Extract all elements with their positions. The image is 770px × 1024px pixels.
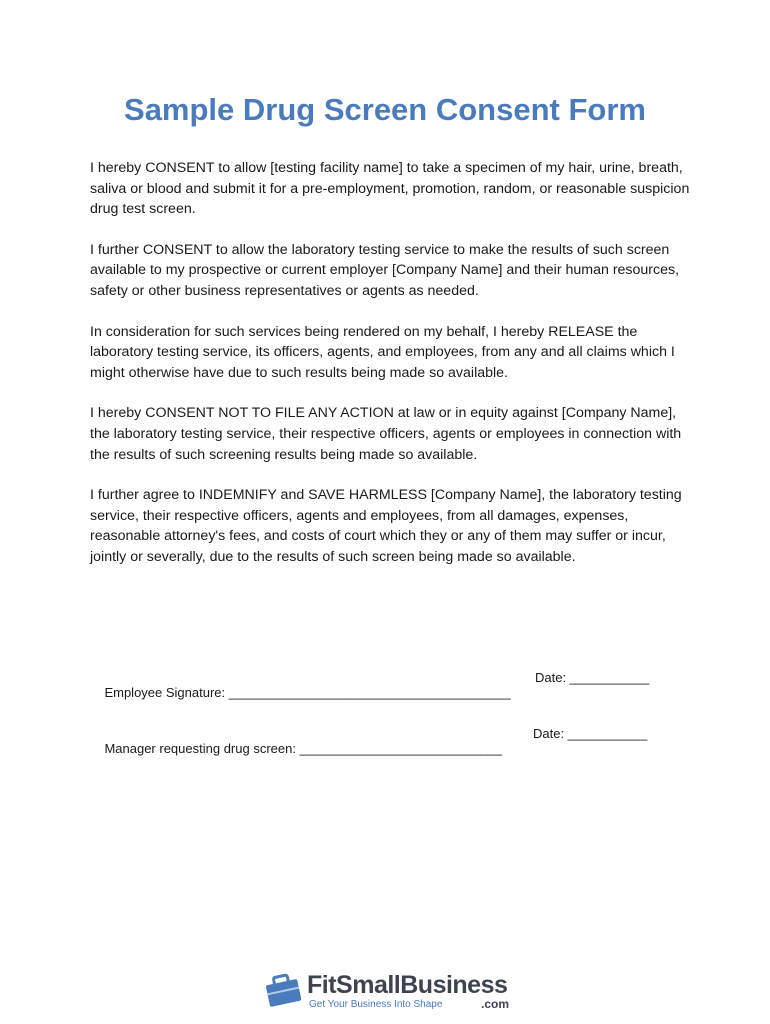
fitsmallbusiness-logo <box>263 968 513 1012</box>
indemnify-paragraph: I further agree to INDEMNIFY and SAVE HARMLESS [Company Name], the laboratory testing service, their respective officers, agents and employees, from all damages, expenses, reasonable attorney's fees, and costs of court which they or any of them may suffer or incur, jointly or severally, due to the results of such screen being made so available. <box>90 487 682 565</box>
logo-tagline: Get Your Business Into Shape <box>309 999 443 1010</box>
employee-signature-label: Employee Signature: _______________________________________ <box>104 685 511 700</box>
consent-body <box>90 158 690 588</box>
no-action-paragraph: I hereby CONSENT NOT TO FILE ANY ACTION at law or in equity against [Company Name], the laboratory testing service, their respective officers, agents or employees in connection with the results of such screening results being made so available. <box>90 405 682 463</box>
manager-signature-label: Manager requesting drug screen: ____________________________ <box>104 741 503 756</box>
briefcase-icon <box>263 970 303 1008</box>
consent-paragraph: I hereby CONSENT to allow [testing facility name] to take a specimen of my hair, urine, breath, saliva or blood and submit it for a pre-employment, promotion, random, or reasonable suspicion drug test screen. <box>90 160 690 218</box>
employee-signature-line <box>90 670 650 730</box>
page-title: Sample Drug Screen Consent Form <box>124 92 646 127</box>
manager-signature-line <box>90 726 648 786</box>
logo-name: FitSmallBusiness <box>307 971 508 999</box>
employee-date-label: Date: ___________ <box>535 670 650 685</box>
release-paragraph: In consideration for such services being rendered on my behalf, I hereby RELEASE the laboratory testing service, its officers, agents, and employees, from any and all claims which I might otherwise have due to such results being made so available. <box>90 323 675 381</box>
consent-paragraph: I further CONSENT to allow the laboratory testing service to make the results of such screen available to my prospective or current employer [Company Name] and their human resources, safety or other business representatives or agents as needed. <box>90 241 680 299</box>
logo-suffix: .com <box>481 997 510 1011</box>
manager-date-label: Date: ___________ <box>533 726 648 741</box>
